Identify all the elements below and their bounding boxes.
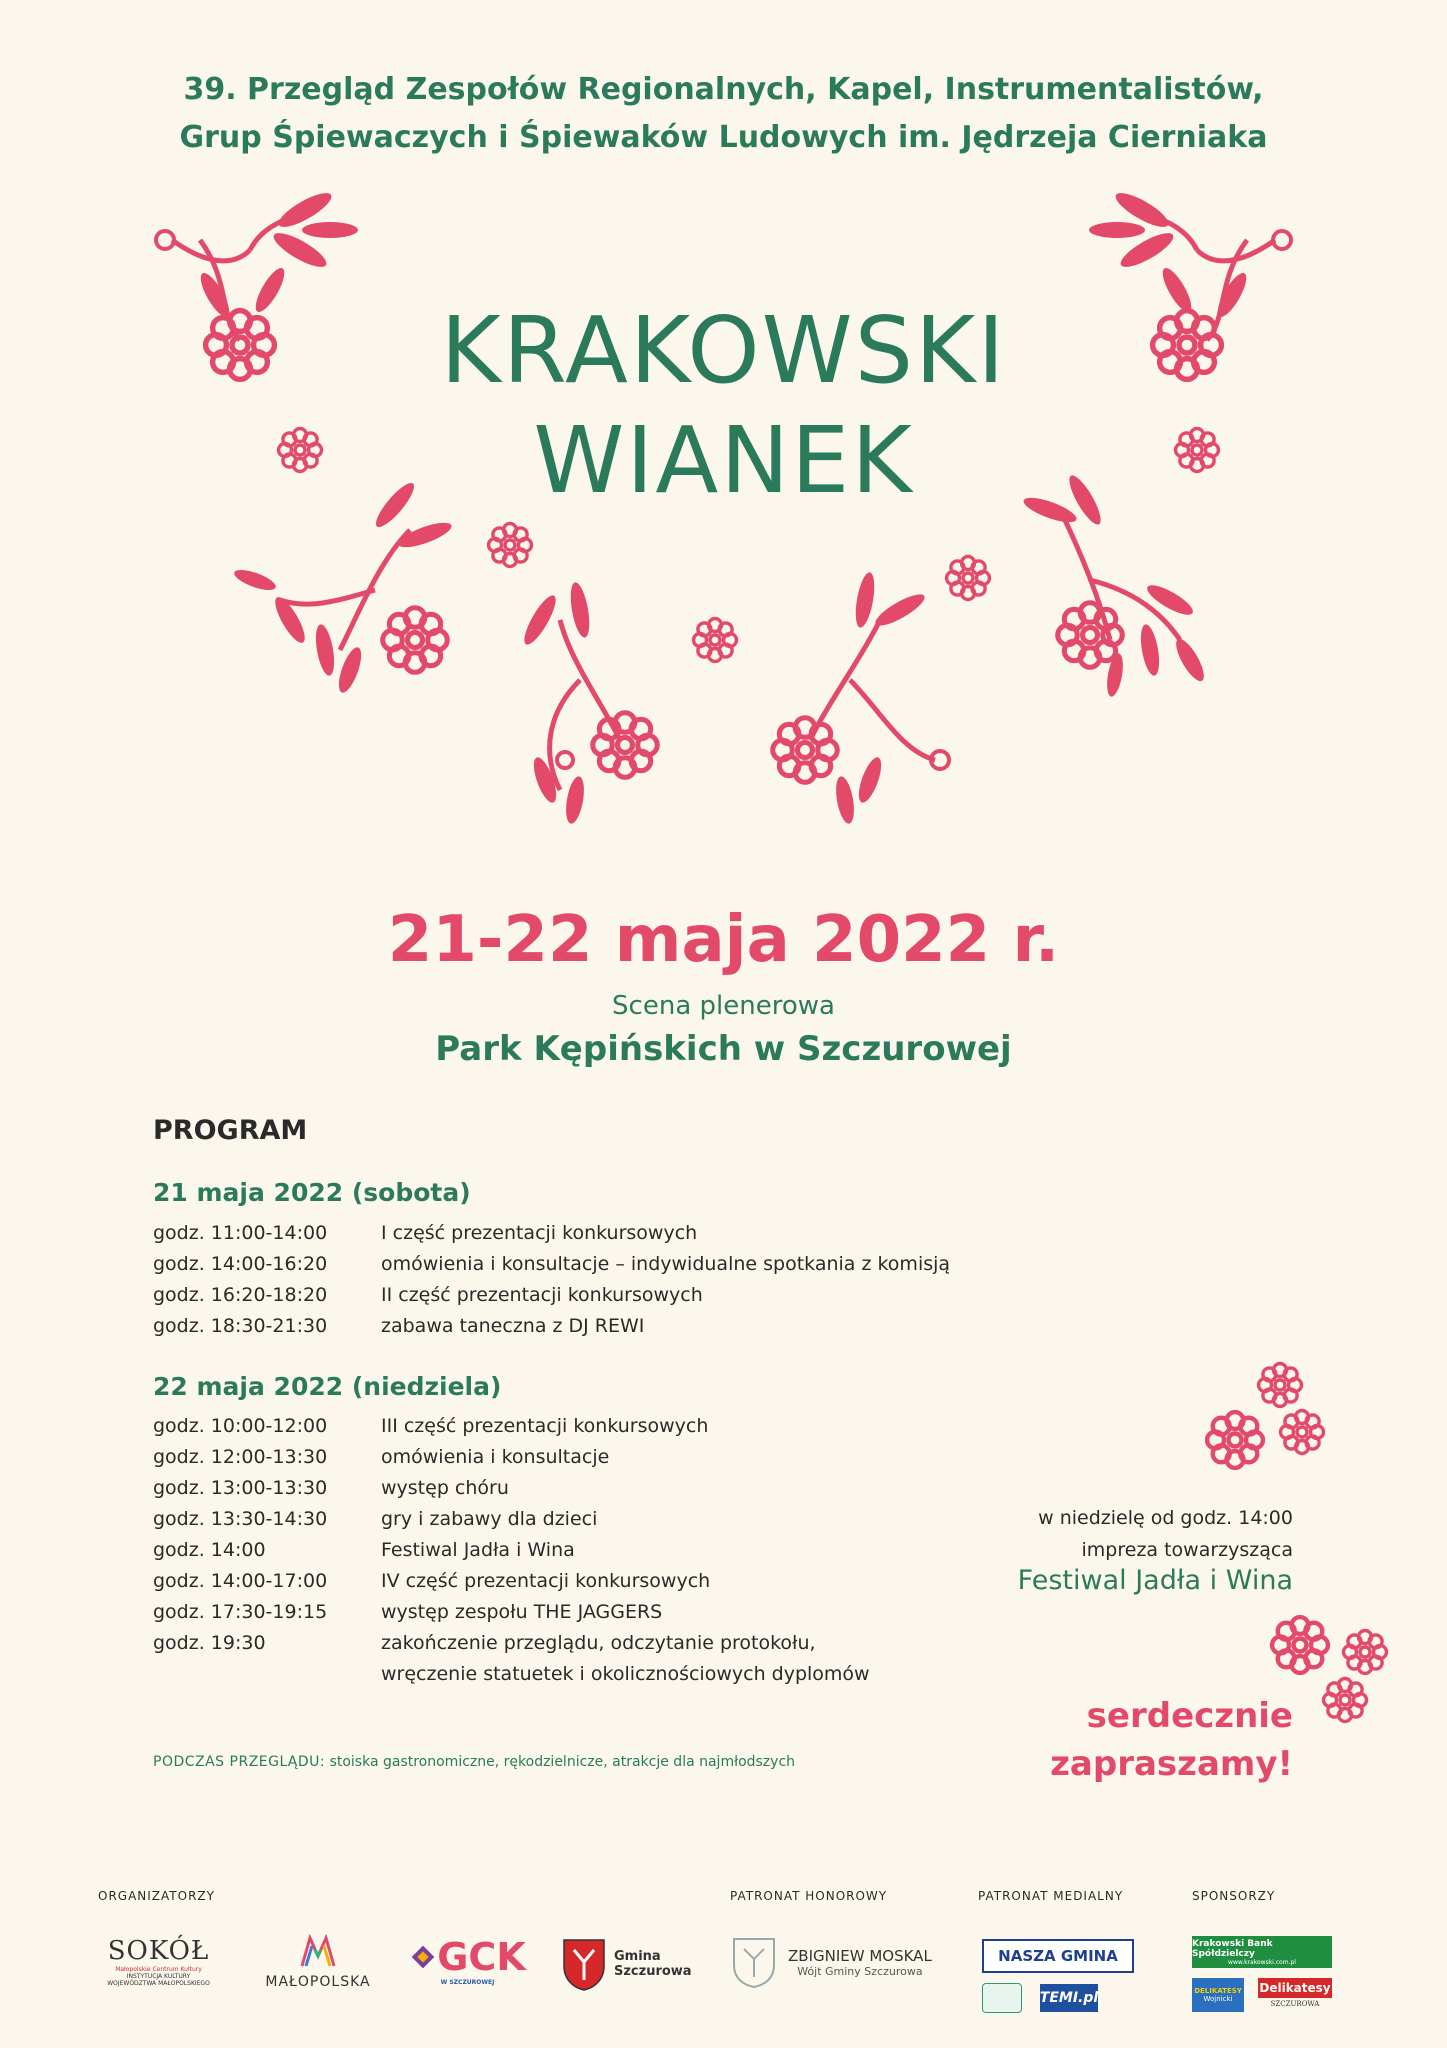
malopolska-name: MAŁOPOLSKA [265, 1974, 371, 1990]
schedule-description: III część prezentacji konkursowych [381, 1415, 709, 1437]
venue-name: Park Kępińskich w Szczurowej [435, 1029, 1012, 1069]
delikatesy2-name: Delikatesy [1258, 1978, 1332, 1998]
media-small-logo-icon [982, 1983, 1022, 2013]
schedule-row [153, 1535, 870, 1566]
schedule-time: godz. 11:00-14:00 [153, 1222, 328, 1244]
side-note-line-1: w niedzielę od godz. 14:00 [1038, 1507, 1293, 1529]
gck-logo [405, 1935, 530, 1986]
header-line-2: Grup Śpiewaczych i Śpiewaków Ludowych im. Jędrzeja Cierniaka [179, 120, 1268, 155]
schedule-description: II część prezentacji konkursowych [381, 1284, 703, 1306]
schedule-row [153, 1504, 870, 1535]
schedule-row [153, 1311, 950, 1342]
patron-coat-of-arms-icon [730, 1935, 778, 1989]
gck-name: GCK [437, 1935, 526, 1979]
sponsor-logos [1192, 1936, 1332, 2012]
event-dates: 21-22 maja 2022 r. [387, 903, 1060, 977]
day-2-title: 22 maja 2022 (niedziela) [153, 1372, 502, 1401]
gmina-line-2: Szczurowa [614, 1964, 692, 1979]
invite-line-2: zapraszamy! [1050, 1744, 1293, 1784]
schedule-description: IV część prezentacji konkursowych [381, 1570, 711, 1592]
schedule-description: I część prezentacji konkursowych [381, 1222, 698, 1244]
sokol-sub2: INSTYTUCJA KULTURY [126, 1973, 191, 1980]
schedule-description: zakończenie przeglądu, odczytanie protokołu, wręczenie statuetek i okolicznościowych dyplomów [381, 1632, 870, 1685]
patron-role: Wójt Gminy Szczurowa [797, 1964, 923, 1978]
sponsors-label: SPONSORZY [1192, 1889, 1276, 1903]
gmina-line-1: Gmina [614, 1949, 661, 1964]
gmina-coat-of-arms-icon [560, 1936, 608, 1992]
event-title [0, 296, 1447, 516]
media-logos [982, 1939, 1134, 2013]
schedule-description: gry i zabawy dla dzieci [381, 1508, 598, 1530]
bank-name: Krakowski Bank Spółdzielczy [1192, 1938, 1273, 1959]
schedule-time: godz. 14:00-17:00 [153, 1570, 328, 1592]
title-line-2: WIANEK [533, 407, 914, 514]
schedule-time: godz. 16:20-18:20 [153, 1284, 328, 1306]
sokol-name: SOKÓŁ [107, 1936, 210, 1966]
schedule-time: godz. 17:30-19:15 [153, 1601, 328, 1623]
schedule-row [153, 1218, 950, 1249]
bank-url: www.krakowski.com.pl [1228, 1958, 1296, 1966]
during-text: stoiska gastronomiczne, rękodzielnicze, atrakcje dla najmłodszych [329, 1754, 796, 1770]
delikatesy1-name: DELIKATESY [1194, 1987, 1242, 1995]
schedule-row [153, 1411, 870, 1442]
gck-sub: W SZCZUROWEJ [440, 1979, 495, 1986]
temi-logo: TEMI.pl [1040, 1984, 1098, 2012]
schedule-description: Festiwal Jadła i Wina [381, 1539, 575, 1561]
schedule-row [153, 1628, 870, 1690]
schedule-description: występ zespołu THE JAGGERS [381, 1601, 663, 1623]
ornament-center-right [773, 571, 949, 825]
schedule-description: omówienia i konsultacje [381, 1446, 610, 1468]
venue-type: Scena plenerowa [612, 991, 835, 1021]
during-event-info [153, 1754, 795, 1770]
schedule-description: występ chóru [381, 1477, 509, 1499]
media-label: PATRONAT MEDIALNY [978, 1889, 1124, 1903]
day-1-title: 21 maja 2022 (sobota) [153, 1178, 471, 1207]
schedule-description: zabawa taneczna z DJ REWI [381, 1315, 645, 1337]
organizers-label: ORGANIZATORZY [98, 1889, 215, 1903]
invite-line-1: serdecznie [1086, 1696, 1293, 1736]
schedule-row [153, 1597, 870, 1628]
schedule-time: godz. 18:30-21:30 [153, 1315, 328, 1337]
side-flowers [1190, 1360, 1430, 1740]
side-note-line-2: impreza towarzysząca [1081, 1539, 1293, 1561]
title-line-1: KRAKOWSKI [440, 297, 1007, 404]
patron-logo [730, 1935, 932, 1989]
schedule-time: godz. 14:00 [153, 1539, 266, 1561]
schedule-row [153, 1473, 870, 1504]
malopolska-logo [258, 1934, 378, 1990]
schedule-time: godz. 13:30-14:30 [153, 1508, 328, 1530]
patronage-label: PATRONAT HONOROWY [730, 1889, 888, 1903]
sokol-sub3: WOJEWÓDZTWA MAŁOPOLSKIEGO [107, 1980, 210, 1987]
delikatesy2-sub: SZCZUROWA [1270, 2000, 1320, 2008]
during-label: PODCZAS PRZEGLĄDU: [153, 1754, 326, 1770]
schedule-time: godz. 14:00-16:20 [153, 1253, 328, 1275]
delikatesy-szczurowa-logo [1258, 1978, 1332, 2012]
schedule-row [153, 1280, 950, 1311]
ornament-center-left [519, 581, 657, 825]
nasza-gmina-logo: NASZA GMINA [982, 1939, 1134, 1973]
malopolska-m-icon [298, 1934, 338, 1970]
sokol-sub1: Małopolskie Centrum Kultury [115, 1966, 202, 1973]
schedule-time: godz. 10:00-12:00 [153, 1415, 328, 1437]
side-festival: Festiwal Jadła i Wina [1017, 1565, 1293, 1596]
schedule-time: godz. 19:30 [153, 1632, 266, 1654]
gmina-logo [560, 1936, 692, 1992]
festival-header [0, 66, 1447, 162]
header-line-1: 39. Przegląd Zespołów Regionalnych, Kapel, Instrumentalistów, [183, 72, 1264, 107]
sokol-logo [96, 1936, 221, 1987]
schedule-description: omówienia i konsultacje – indywidualne spotkania z komisją [381, 1253, 951, 1275]
day-1-schedule [153, 1218, 950, 1342]
gck-diamond-icon [409, 1943, 437, 1971]
schedule-row [153, 1442, 870, 1473]
day-2-schedule [153, 1411, 870, 1690]
bank-logo [1192, 1936, 1332, 1968]
schedule-row [153, 1249, 950, 1280]
patron-name: ZBIGNIEW MOSKAL [788, 1946, 932, 1965]
schedule-time: godz. 12:00-13:30 [153, 1446, 328, 1468]
program-heading: PROGRAM [153, 1115, 308, 1146]
schedule-row [153, 1566, 870, 1597]
delikatesy1-sub: Wojnicki [1203, 1995, 1233, 2003]
delikatesy-wojnicki-logo [1192, 1978, 1244, 2012]
schedule-time: godz. 13:00-13:30 [153, 1477, 328, 1499]
